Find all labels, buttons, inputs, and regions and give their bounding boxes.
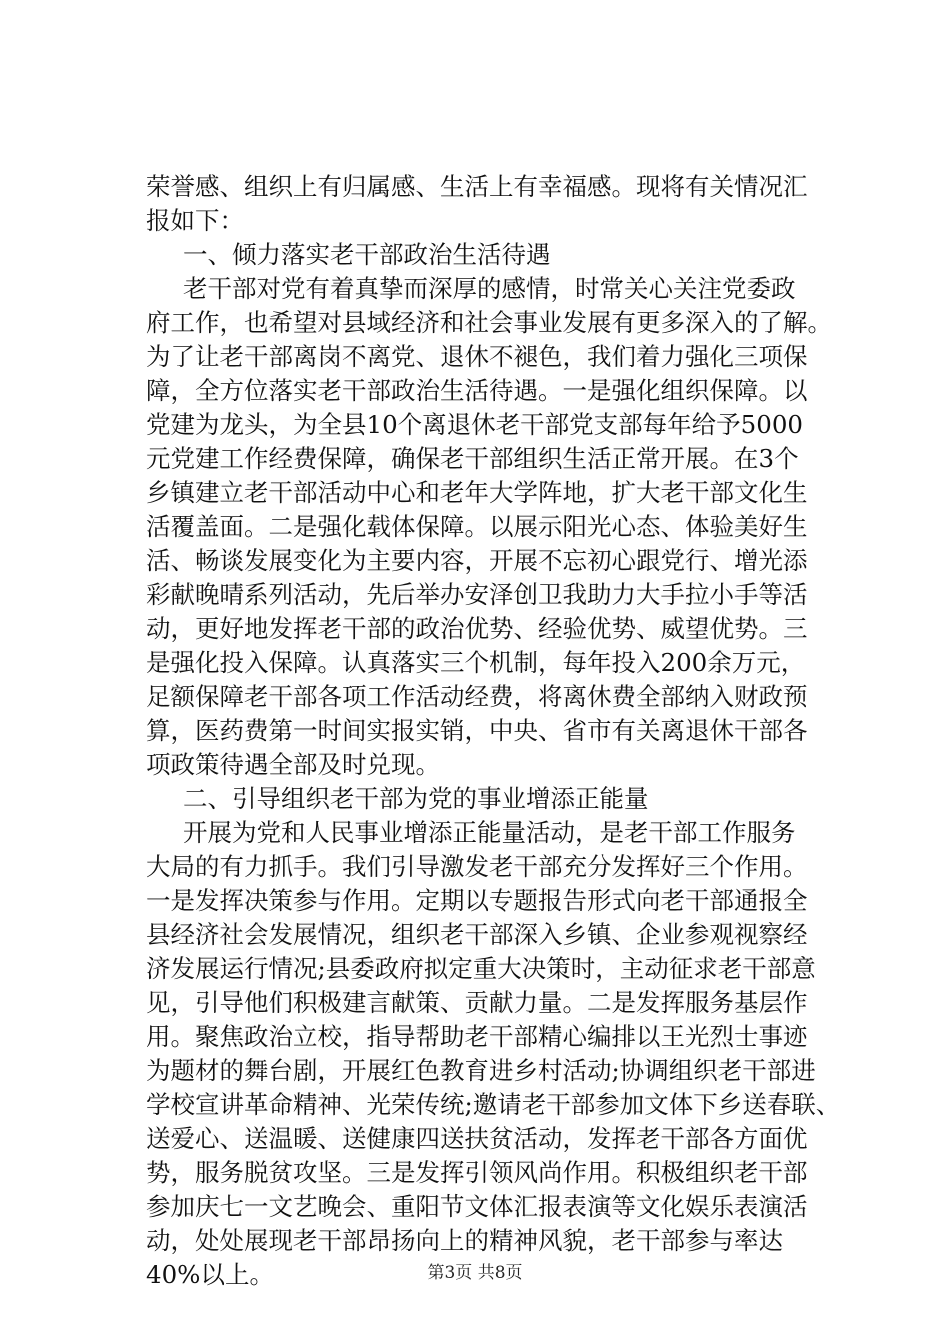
text-line: 参加庆七一文艺晚会、重阳节文体汇报表演等文化娱乐表演活 — [146, 1192, 808, 1221]
text-line: 为了让老干部离岗不离党、退休不褪色，我们着力强化三项保 — [146, 342, 808, 371]
text-line: 报如下： — [146, 206, 244, 235]
document-body — [146, 170, 852, 1292]
text-line: 活、畅谈发展变化为主要内容，开展不忘初心跟党行、增光添 — [146, 546, 808, 575]
text-line: 二、引导组织老干部为党的事业增添正能量 — [183, 784, 649, 813]
text-line: 老干部对党有着真挚而深厚的感情，时常关心关注党委政 — [183, 274, 796, 303]
text-line: 用。聚焦政治立校，指导帮助老干部精心编排以王光烈士事迹 — [146, 1022, 808, 1051]
text-line: 40%以上。 — [146, 1260, 274, 1289]
text-line: 障，全方位落实老干部政治生活待遇。一是强化组织保障。以 — [146, 376, 808, 405]
text-line: 大局的有力抓手。我们引导激发老干部充分发挥好三个作用。 — [146, 852, 808, 881]
text-line: 府工作，也希望对县域经济和社会事业发展有更多深入的了解。 — [146, 308, 832, 337]
text-line: 济发展运行情况;县委政府拟定重大决策时，主动征求老干部意 — [146, 954, 816, 983]
text-line: 动，处处展现老干部昂扬向上的精神风貌，老干部参与率达 — [146, 1226, 783, 1255]
text-line: 一、倾力落实老干部政治生活待遇 — [183, 240, 551, 269]
text-line: 动，更好地发挥老干部的政治优势、经验优势、威望优势。三 — [146, 614, 808, 643]
text-line: 乡镇建立老干部活动中心和老年大学阵地，扩大老干部文化生 — [146, 478, 808, 507]
text-line: 是强化投入保障。认真落实三个机制，每年投入200余万元， — [146, 648, 806, 677]
text-line: 势，服务脱贫攻坚。三是发挥引领风尚作用。积极组织老干部 — [146, 1158, 808, 1187]
text-line: 党建为龙头，为全县10个离退休老干部党支部每年给予5000 — [146, 410, 804, 439]
text-line: 活覆盖面。二是强化载体保障。以展示阳光心态、体验美好生 — [146, 512, 808, 541]
text-line: 县经济社会发展情况，组织老干部深入乡镇、企业参观视察经 — [146, 920, 808, 949]
text-line: 彩献晚晴系列活动，先后举办安泽创卫我助力大手拉小手等活 — [146, 580, 808, 609]
text-line: 荣誉感、组织上有归属感、生活上有幸福感。现将有关情况汇 — [146, 172, 808, 201]
page-footer — [0, 1262, 950, 1284]
text-line: 一是发挥决策参与作用。定期以专题报告形式向老干部通报全 — [146, 886, 808, 915]
text-line: 送爱心、送温暖、送健康四送扶贫活动，发挥老干部各方面优 — [146, 1124, 808, 1153]
text-line: 项政策待遇全部及时兑现。 — [146, 750, 440, 779]
text-line: 为题材的舞台剧，开展红色教育进乡村活动;协调组织老干部进 — [146, 1056, 816, 1085]
text-line: 算，医药费第一时间实报实销，中央、省市有关离退休干部各 — [146, 716, 808, 745]
text-line: 学校宣讲革命精神、光荣传统;邀请老干部参加文体下乡送春联、 — [146, 1090, 841, 1119]
text-line: 开展为党和人民事业增添正能量活动，是老干部工作服务 — [183, 818, 796, 847]
text-line: 足额保障老干部各项工作活动经费，将离休费全部纳入财政预 — [146, 682, 808, 711]
page-number-label: 第3页 共8页 — [427, 1263, 523, 1283]
text-line: 元党建工作经费保障，确保老干部组织生活正常开展。在3个 — [146, 444, 799, 473]
text-line: 见，引导他们积极建言献策、贡献力量。二是发挥服务基层作 — [146, 988, 808, 1017]
